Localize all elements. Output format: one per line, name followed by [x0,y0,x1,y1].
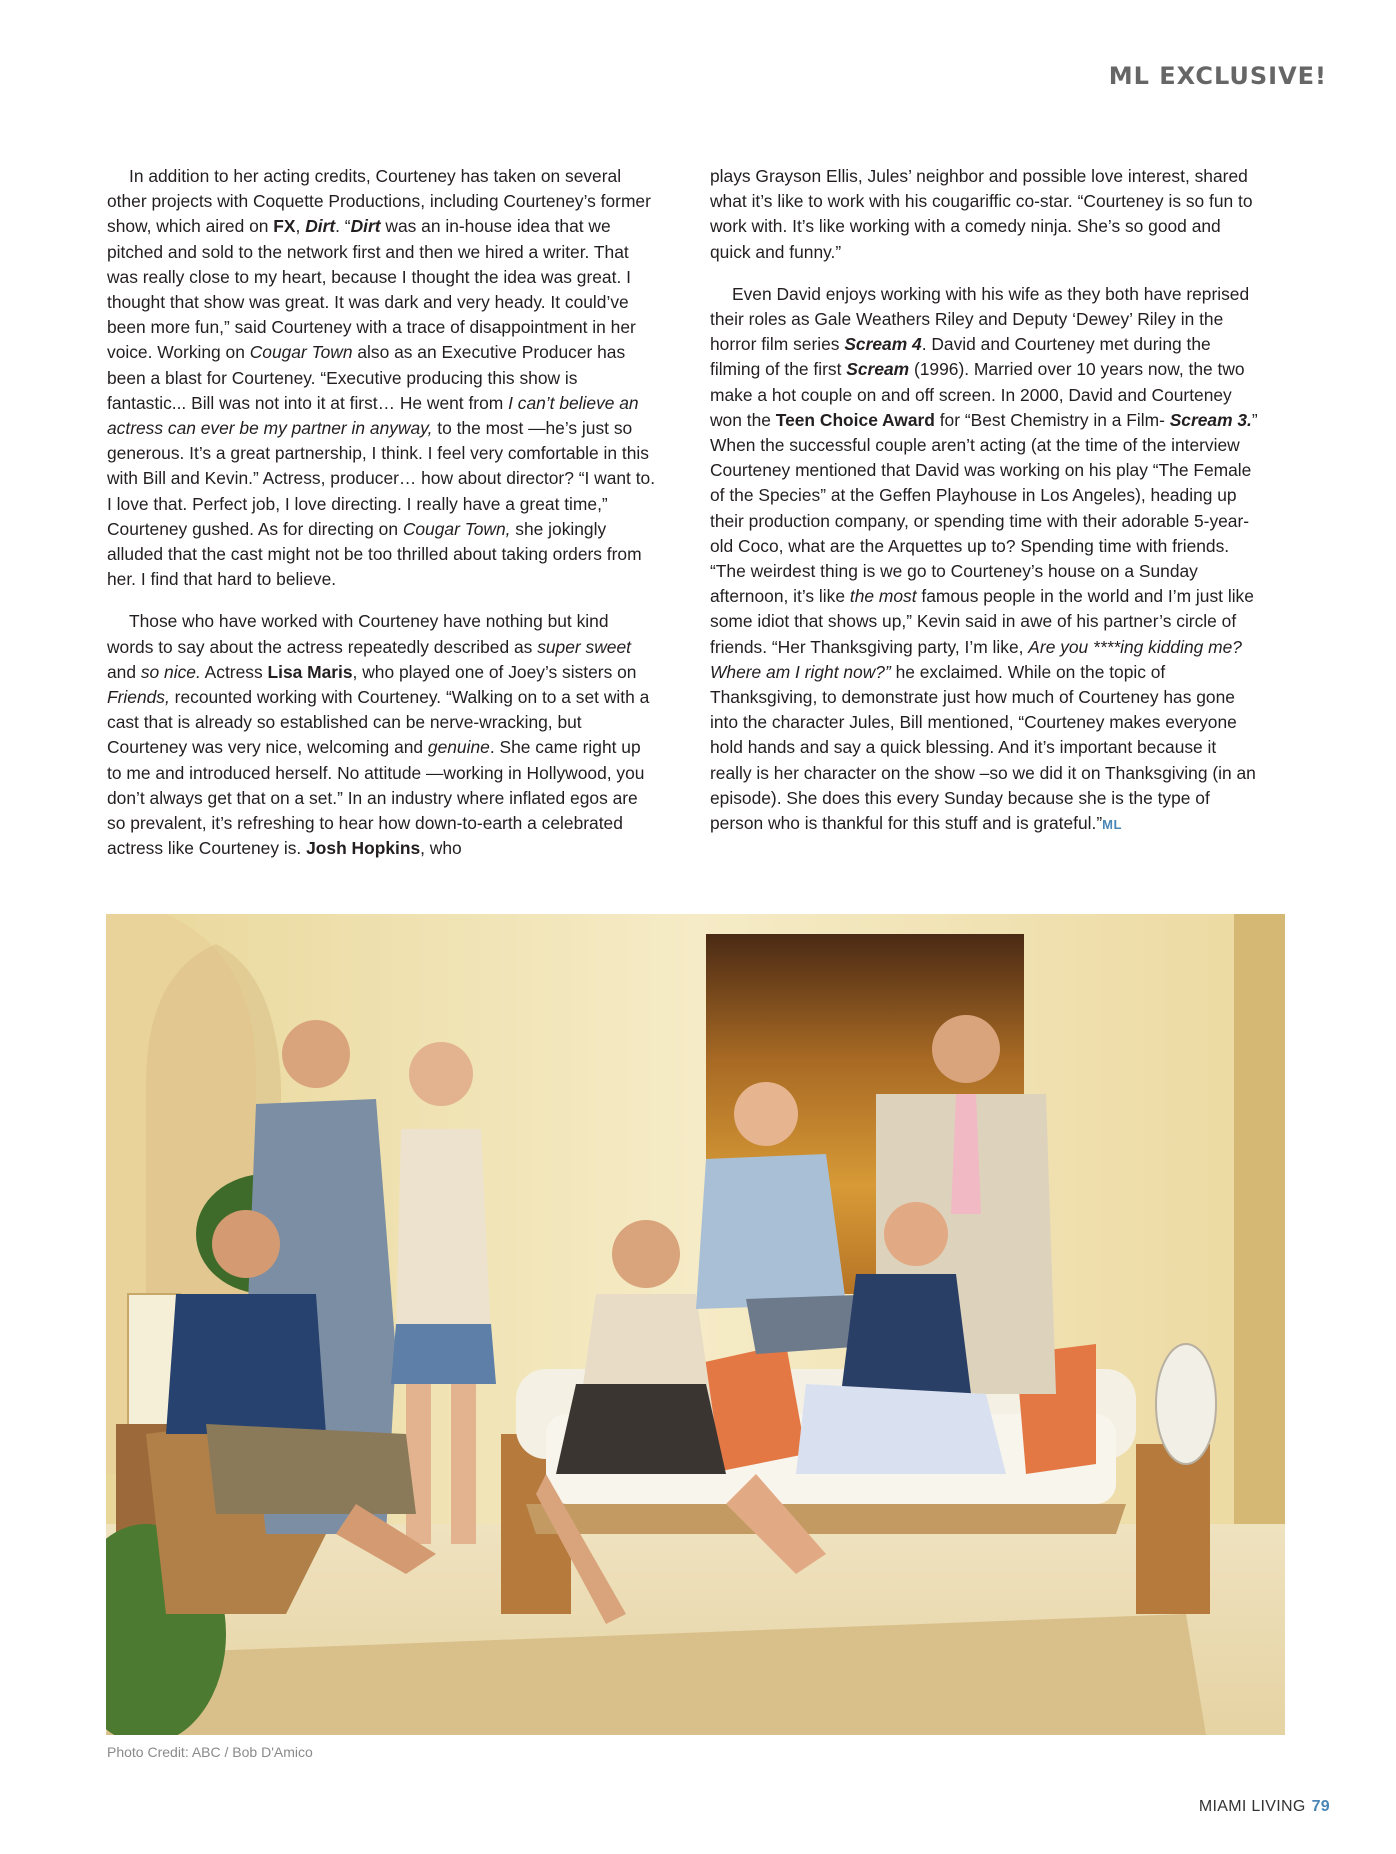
article-paragraph [107,609,658,861]
text-run: he exclaimed. While on the topic of Thanksgiving, to demonstrate just how much of Courteney has gone into the character Jules, Bill mentioned, “Courteney makes everyone hold hands and say a quick blessing. And it’s important because it really is her character on the show –so we did it on Thanksgiving (in an episode). She does this every Sunday because she is the type of person who is thankful for this stuff and is grateful.” [710,661,1256,834]
article-column-right [710,164,1261,854]
person-name: Lisa Maris [267,661,353,682]
page-footer [1199,1798,1330,1816]
text-run: . She came right up to me and introduced herself. No attitude —working in Hollywood, you don’t always get that on a set.” In an industry where inflated egos are so prevalent, it’s refreshing to hear how down-to-earth a celebrated actress like Courteney is. [107,737,645,859]
text-run: for “Best Chemistry in a Film- [934,409,1170,430]
section-tag: ML EXCLUSIVE! [1108,62,1327,90]
page-number: 79 [1311,1798,1330,1815]
text-run: Even David enjoys working with his wife as they both have reprised their roles as Gale Weathers Riley and Deputy ‘Dewey’ Riley in the horror film series [710,283,1250,355]
cast-photo-illustration [106,914,1285,1735]
end-mark: ML [1102,817,1122,833]
show-title: Dirt [350,216,381,237]
column [1234,914,1285,1614]
article-paragraph [710,282,1261,837]
film-title: Scream [846,359,910,380]
text-run: Actress [200,661,268,682]
film-title: Scream 4 [844,334,922,355]
show-title: Dirt [305,216,336,237]
italic-quote: I can’t believe an actress can ever be my partner in anyway, [107,392,639,439]
text-run: ” When the successful couple aren’t acting (at the time of the interview Courteney mentioned that David was working on his play “The Female of the Species” at the Geffen Playhouse in Los Angeles), heading up their production company, or spending time with their adorable 5-year-old Coco, what are the Arquettes up to? Spending time with friends. “The weirdest thing is we go to Courteney’s house on a Sunday afternoon, it’s like [710,409,1258,607]
article-paragraph [710,164,1261,265]
network-name: FX [273,216,296,237]
italic-quote: Are you ****ing kidding me? Where am I right now?” [710,636,1242,682]
show-title: Cougar Town [249,342,353,363]
text-run: also as an Executive Producer has been a blast for Courteney. “Executive producing this show is fantastic... Bill was not into it at first… He went from [107,342,626,413]
side-table [1136,1444,1210,1614]
italic-phrase: genuine [427,737,490,758]
award-name: Teen Choice Award [775,409,935,430]
text-run: . David and Courteney met during the filming of the first [710,334,1211,380]
glass-jar [1156,1344,1216,1464]
text-run: she jokingly alluded that the cast might not be too thrilled about taking orders from her. I find that hard to believe. [107,518,642,590]
article-paragraph [107,164,658,592]
italic-phrase: super sweet [537,636,631,657]
text-run: recounted working with Courteney. “Walking on to a set with a cast that is already so established can be nerve-wracking, but Courteney was very nice, welcoming and [107,687,650,758]
text-run: , who [420,838,462,859]
text-run: , [295,216,306,237]
sofa-base [526,1504,1126,1534]
text-run: was an in-house idea that we pitched and sold to the network first and then we hired a writer. That was really close to my heart, because I thought the idea was great. I thought that show was great. It was dark and very heady. It could’ve been more fun,” said Courteney with a trace of disappointment in her voice. Working on [107,216,636,363]
text-run: and [107,661,141,682]
publication-name: MIAMI LIVING [1198,1798,1306,1815]
photo-credit: Photo Credit: ABC / Bob D'Amico [107,1744,313,1760]
text-run: In addition to her acting credits, Courteney has taken on several other projects with Coquette Productions, including Courteney’s former show, which aired on [107,166,651,237]
italic-phrase: so nice. [140,661,201,682]
article-column-left [107,164,658,878]
cast-photo [106,914,1285,1735]
text-run: , who played one of Joey’s sisters on [352,661,637,682]
italic-phrase: the most [849,586,917,607]
text-run: . “ [335,216,351,237]
film-title: Scream 3. [1169,409,1252,430]
text-run: famous people in the world and I’m just like some idiot that shows up,” Kevin said in awe of his partner’s circle of friends. “Her Thanksgiving party, I’m like, [710,586,1254,657]
show-title: Friends, [107,687,170,708]
text-run: to the most —he’s just so generous. It’s a great partnership, I think. I feel very comfortable in this with Bill and Kevin.” Actress, producer… how about director? “I want to. I love that. Perfect job, I love directing. I really have a great time,” Courteney gushed. As for directing on [107,418,656,539]
text-run: Those who have worked with Courteney have nothing but kind words to say about the actress repeatedly described as [107,611,609,657]
text-run: (1996). Married over 10 years now, the two make a hot couple on and off screen. In 2000, David and Courteney won the [710,359,1245,430]
person-name: Josh Hopkins [306,838,421,859]
show-title: Cougar Town, [402,518,511,539]
text-run: plays Grayson Ellis, Jules’ neighbor and possible love interest, shared what it’s like to work with his cougariffic co-star. “Courteney is so fun to work with. It’s like working with a comedy ninja. She’s so good and quick and funny.” [710,166,1253,262]
